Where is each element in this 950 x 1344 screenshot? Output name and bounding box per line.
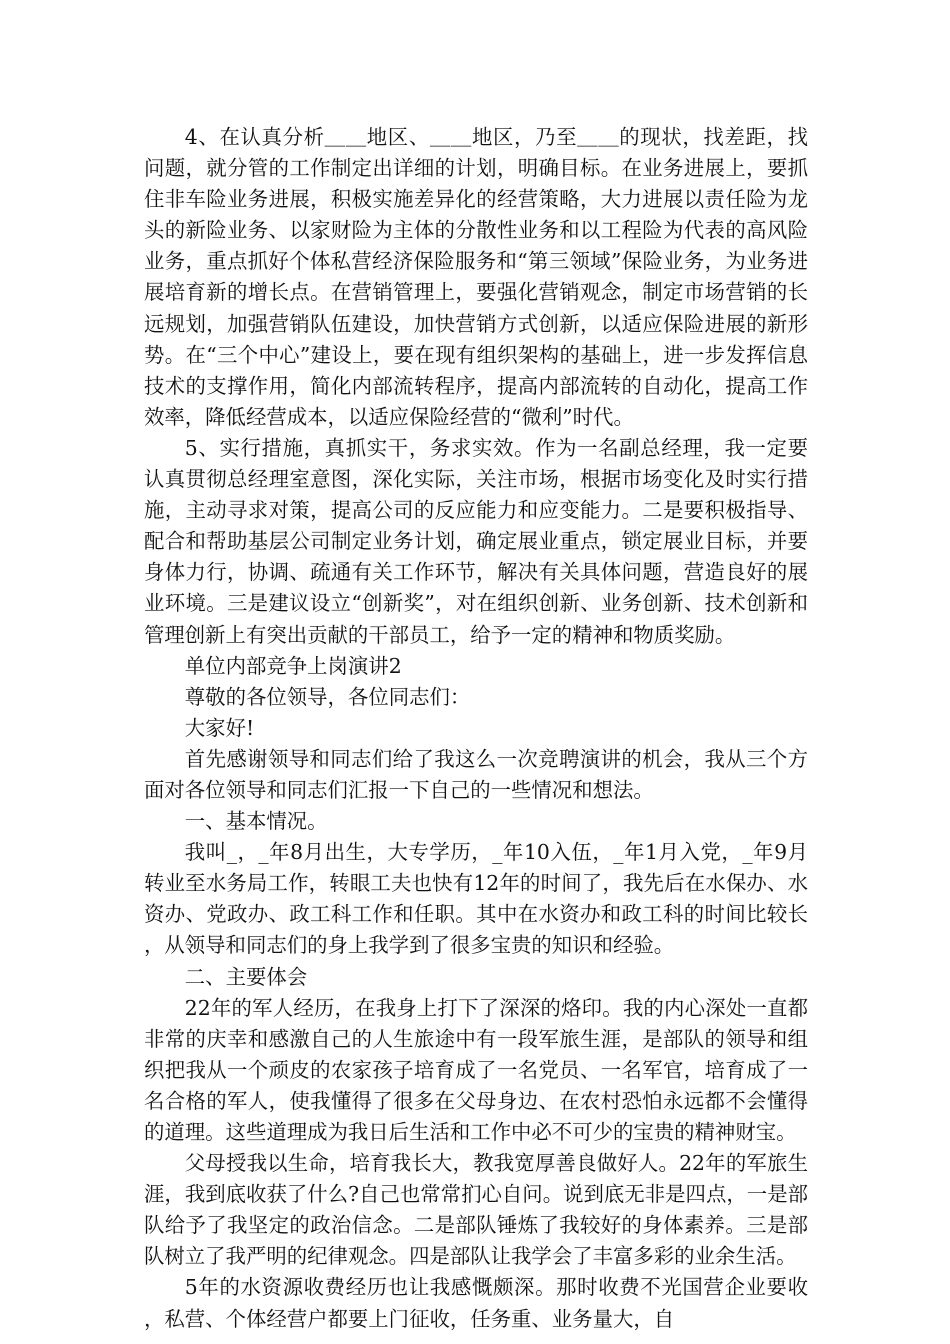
opening-paragraph: 首先感谢领导和同志们给了我这么一次竞聘演讲的机会，我从三个方面对各位领导和同志们汇报一下自己的一些情况和想法。 — [144, 746, 808, 802]
section-heading-basic-info: 一、基本情况。 — [184, 809, 328, 834]
military-experience-paragraph: 22年的军人经历，在我身上打下了深深的烙印。我的内心深处一直都非常的庆幸和感激自己的人生旅途中有一段军旅生涯，是部队的领导和组织把我从一个顽皮的农家孩子培育成了一名党员、一名军官，培育成了一名合格的军人，使我懂得了很多在父母身边、在农村恐怕永远都不会懂得的道理。这些道理成为我日后生活和工作中必不可少的宝贵的精神财宝。 — [144, 995, 808, 1144]
paragraph-item-4: 4、在认真分析＿＿地区、＿＿地区，乃至＿＿的现状，找差距，找问题，就分管的工作制定出详细的计划，明确目标。在业务进展上，要抓住非车险业务进展，积极实施差异化的经营策略，大力进展以责任险为龙头的新险业务、以家财险为主体的分散性业务和以工程险为代表的高风险业务，重点抓好个体私营经济保险服务和“第三领域”保险业务，为业务进展培育新的增长点。在营销管理上，要强化营销观念，制定市场营销的长远规划，加强营销队伍建设，加快营销方式创新，以适应保险进展的新形势。在“三个中心”建设上，要在现有组织架构的基础上，进一步发挥信息技术的支撑作用，简化内部流转程序，提高内部流转的自动化，提高工作效率，降低经营成本，以适应保险经营的“微利”时代。 — [144, 125, 808, 429]
water-fee-paragraph: 5年的水资源收费经历也让我感慨颇深。那时收费不光国营企业要收，私营、个体经营户都要上门征收，任务重、业务量大，自 — [144, 1275, 808, 1331]
salutation: 尊敬的各位领导，各位同志们： — [184, 684, 471, 709]
basic-info-paragraph: 我叫_，_年8月出生，大专学历，_年10入伍，_年1月入党，_年9月转业至水务局工作，转眼工夫也快有12年的时间了，我先后在水保办、水资办、党政办、政工科工作和任职。其中在水资办和政工科的时间比较长，从领导和同志们的身上我学到了很多宝贵的知识和经验。 — [144, 840, 808, 958]
document-page — [144, 122, 808, 1335]
paragraph-item-5: 5、实行措施，真抓实干，务求实效。作为一名副总经理，我一定要认真贯彻总经理室意图，深化实际，关注市场，根据市场变化及时实行措施，主动寻求对策，提高公司的反应能力和应变能力。二是要积极指导、配合和帮助基层公司制定业务计划，确定展业重点，锁定展业目标，并要身体力行，协调、疏通有关工作环节，解决有关具体问题，营造良好的展业环境。三是建议设立“创新奖”，对在组织创新、业务创新、技术创新和管理创新上有突出贡献的干部员工，给予一定的精神和物质奖励。 — [144, 435, 808, 647]
speech-title: 单位内部竞争上岗演讲2 — [184, 653, 402, 678]
military-gains-paragraph: 父母授我以生命，培育我长大，教我宽厚善良做好人。22年的军旅生涯，我到底收获了什么?自己也常常扪心自问。说到底无非是四点，一是部队给予了我坚定的政治信念。二是部队锤炼了我较好的身体素养。三是部队树立了我严明的纪律观念。四是部队让我学会了丰富多彩的业余生活。 — [144, 1151, 808, 1269]
section-heading-experience: 二、主要体会 — [184, 964, 308, 989]
greeting: 大家好! — [184, 715, 255, 740]
